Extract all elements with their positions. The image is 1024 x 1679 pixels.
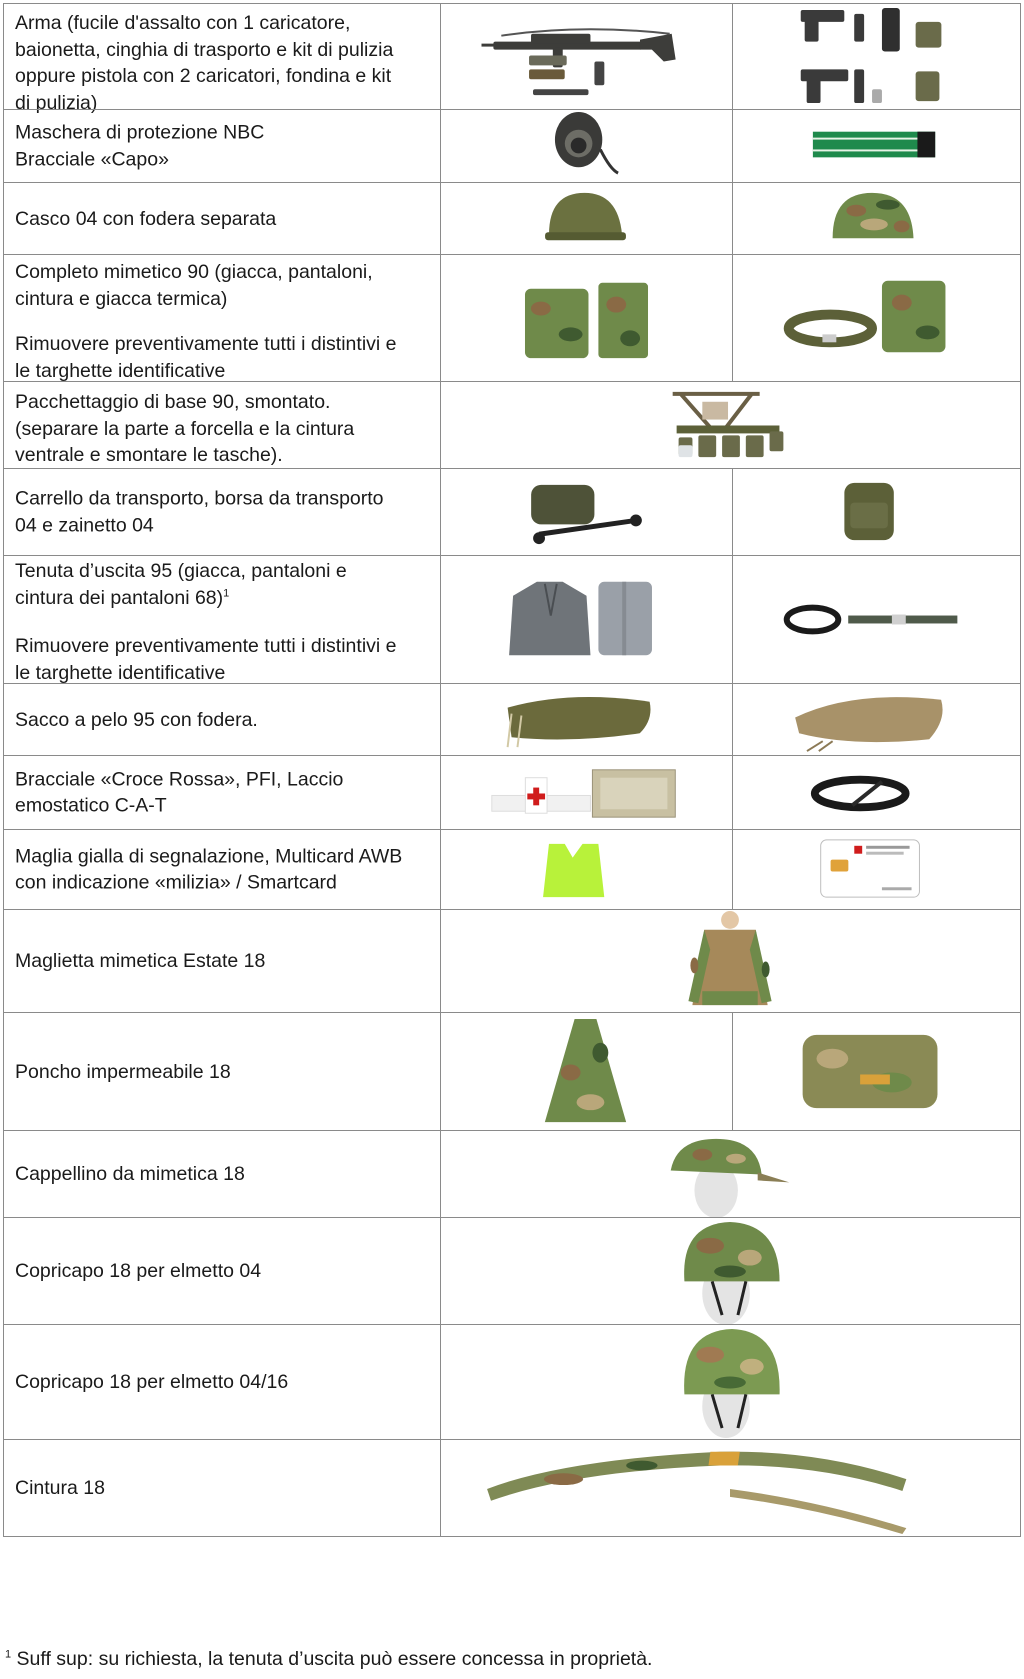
table-row <box>3 683 1021 755</box>
item-description: Copricapo 18 per elmetto 04 <box>3 1218 440 1324</box>
red-cross-armband-illustration <box>440 756 732 829</box>
safety-vest-illustration <box>440 830 732 909</box>
item-description: Maschera di protezione NBC Bracciale «Capo» <box>3 110 440 182</box>
item-description: Copricapo 18 per elmetto 04/16 <box>3 1325 440 1439</box>
poncho-pouch-illustration <box>732 1013 1021 1130</box>
camo-uniform-illustration <box>440 255 732 381</box>
belt-illustration <box>732 255 1021 381</box>
item-description: Arma (fucile d'assalto con 1 caricatore, baionetta, cinghia di trasporto e kit di pulizia oppure pistola con 2 caricatori, fondina e kit di pulizia) <box>3 4 440 109</box>
camo-shirt-illustration <box>440 910 1021 1012</box>
table-row <box>3 1130 1021 1217</box>
cap-illustration <box>440 1131 1021 1217</box>
item-description: Maglietta mimetica Estate 18 <box>3 910 440 1012</box>
item-description: Cappellino da mimetica 18 <box>3 1131 440 1217</box>
dress-uniform-illustration <box>440 556 732 683</box>
table-row <box>3 468 1021 555</box>
table-row <box>3 755 1021 829</box>
sleeping-bag-illustration <box>440 684 732 755</box>
table-row <box>3 381 1021 468</box>
removal-note: Rimuovere preventivamente tutti i distintivi e le targhette identificative <box>15 333 397 382</box>
helmet-cover-04-illustration <box>440 1218 1021 1324</box>
table-row <box>3 1217 1021 1324</box>
helmet-illustration <box>440 183 732 254</box>
table-row <box>3 829 1021 909</box>
table-row <box>3 1012 1021 1130</box>
removal-note: Rimuovere preventivamente tutti i distintivi e le targhette identificative <box>15 635 397 684</box>
table-row <box>3 1439 1021 1537</box>
table-row <box>3 555 1021 683</box>
item-description: Maglia gialla di segnalazione, Multicard AWB con indicazione «milizia» / Smartcard <box>3 830 440 909</box>
gas-mask-illustration <box>440 110 732 182</box>
item-description: Sacco a pelo 95 con fodera. <box>3 684 440 755</box>
table-row <box>3 254 1021 381</box>
item-description: Pacchettaggio di base 90, smontato. (separare la parte a forcella e la cintura ventrale e smontare le tasche). <box>3 382 440 468</box>
trouser-belt-illustration <box>732 556 1021 683</box>
item-description: Completo mimetico 90 (giacca, pantaloni, cintura e giacca termica) Rimuovere preventivamente tutti i distintivi e le targhette identificative <box>3 255 440 381</box>
table-row <box>3 182 1021 254</box>
armband-illustration <box>732 110 1021 182</box>
item-description: Bracciale «Croce Rossa», PFI, Laccio emostatico C-A-T <box>3 756 440 829</box>
table-row <box>3 3 1021 114</box>
item-description: Poncho impermeabile 18 <box>3 1013 440 1130</box>
helmet-cover-0416-illustration <box>440 1325 1021 1439</box>
footnote: $^1$ Suff sup: su richiesta, la tenuta d’uscita può essere concessa in proprietà. <box>5 1648 653 1670</box>
item-description: Cintura 18 <box>3 1440 440 1536</box>
trolley-bag-illustration <box>440 469 732 555</box>
item-description: Tenuta d’uscita 95 (giacca, pantaloni e cintura dei pantaloni 68)$^1$ Rimuovere preventivamente tutti i distintivi e le targhette identificative <box>3 556 440 683</box>
tourniquet-illustration <box>732 756 1021 829</box>
id-card-illustration <box>732 830 1021 909</box>
pistol-illustration <box>732 4 1021 109</box>
backpack-frame-illustration <box>440 382 1021 468</box>
footnote-ref: 1 <box>223 587 230 599</box>
backpack-illustration <box>732 469 1021 555</box>
item-description: Carrello da transporto, borsa da transporto 04 e zainetto 04 <box>3 469 440 555</box>
rifle-illustration <box>440 4 732 109</box>
sleeping-bag-cover-illustration <box>732 684 1021 755</box>
helmet-cover-illustration <box>732 183 1021 254</box>
table-row <box>3 1324 1021 1439</box>
poncho-illustration <box>440 1013 732 1130</box>
table-row <box>3 109 1021 182</box>
item-description: Casco 04 con fodera separata <box>3 183 440 254</box>
camo-belt-illustration <box>440 1440 1021 1536</box>
table-row <box>3 909 1021 1012</box>
